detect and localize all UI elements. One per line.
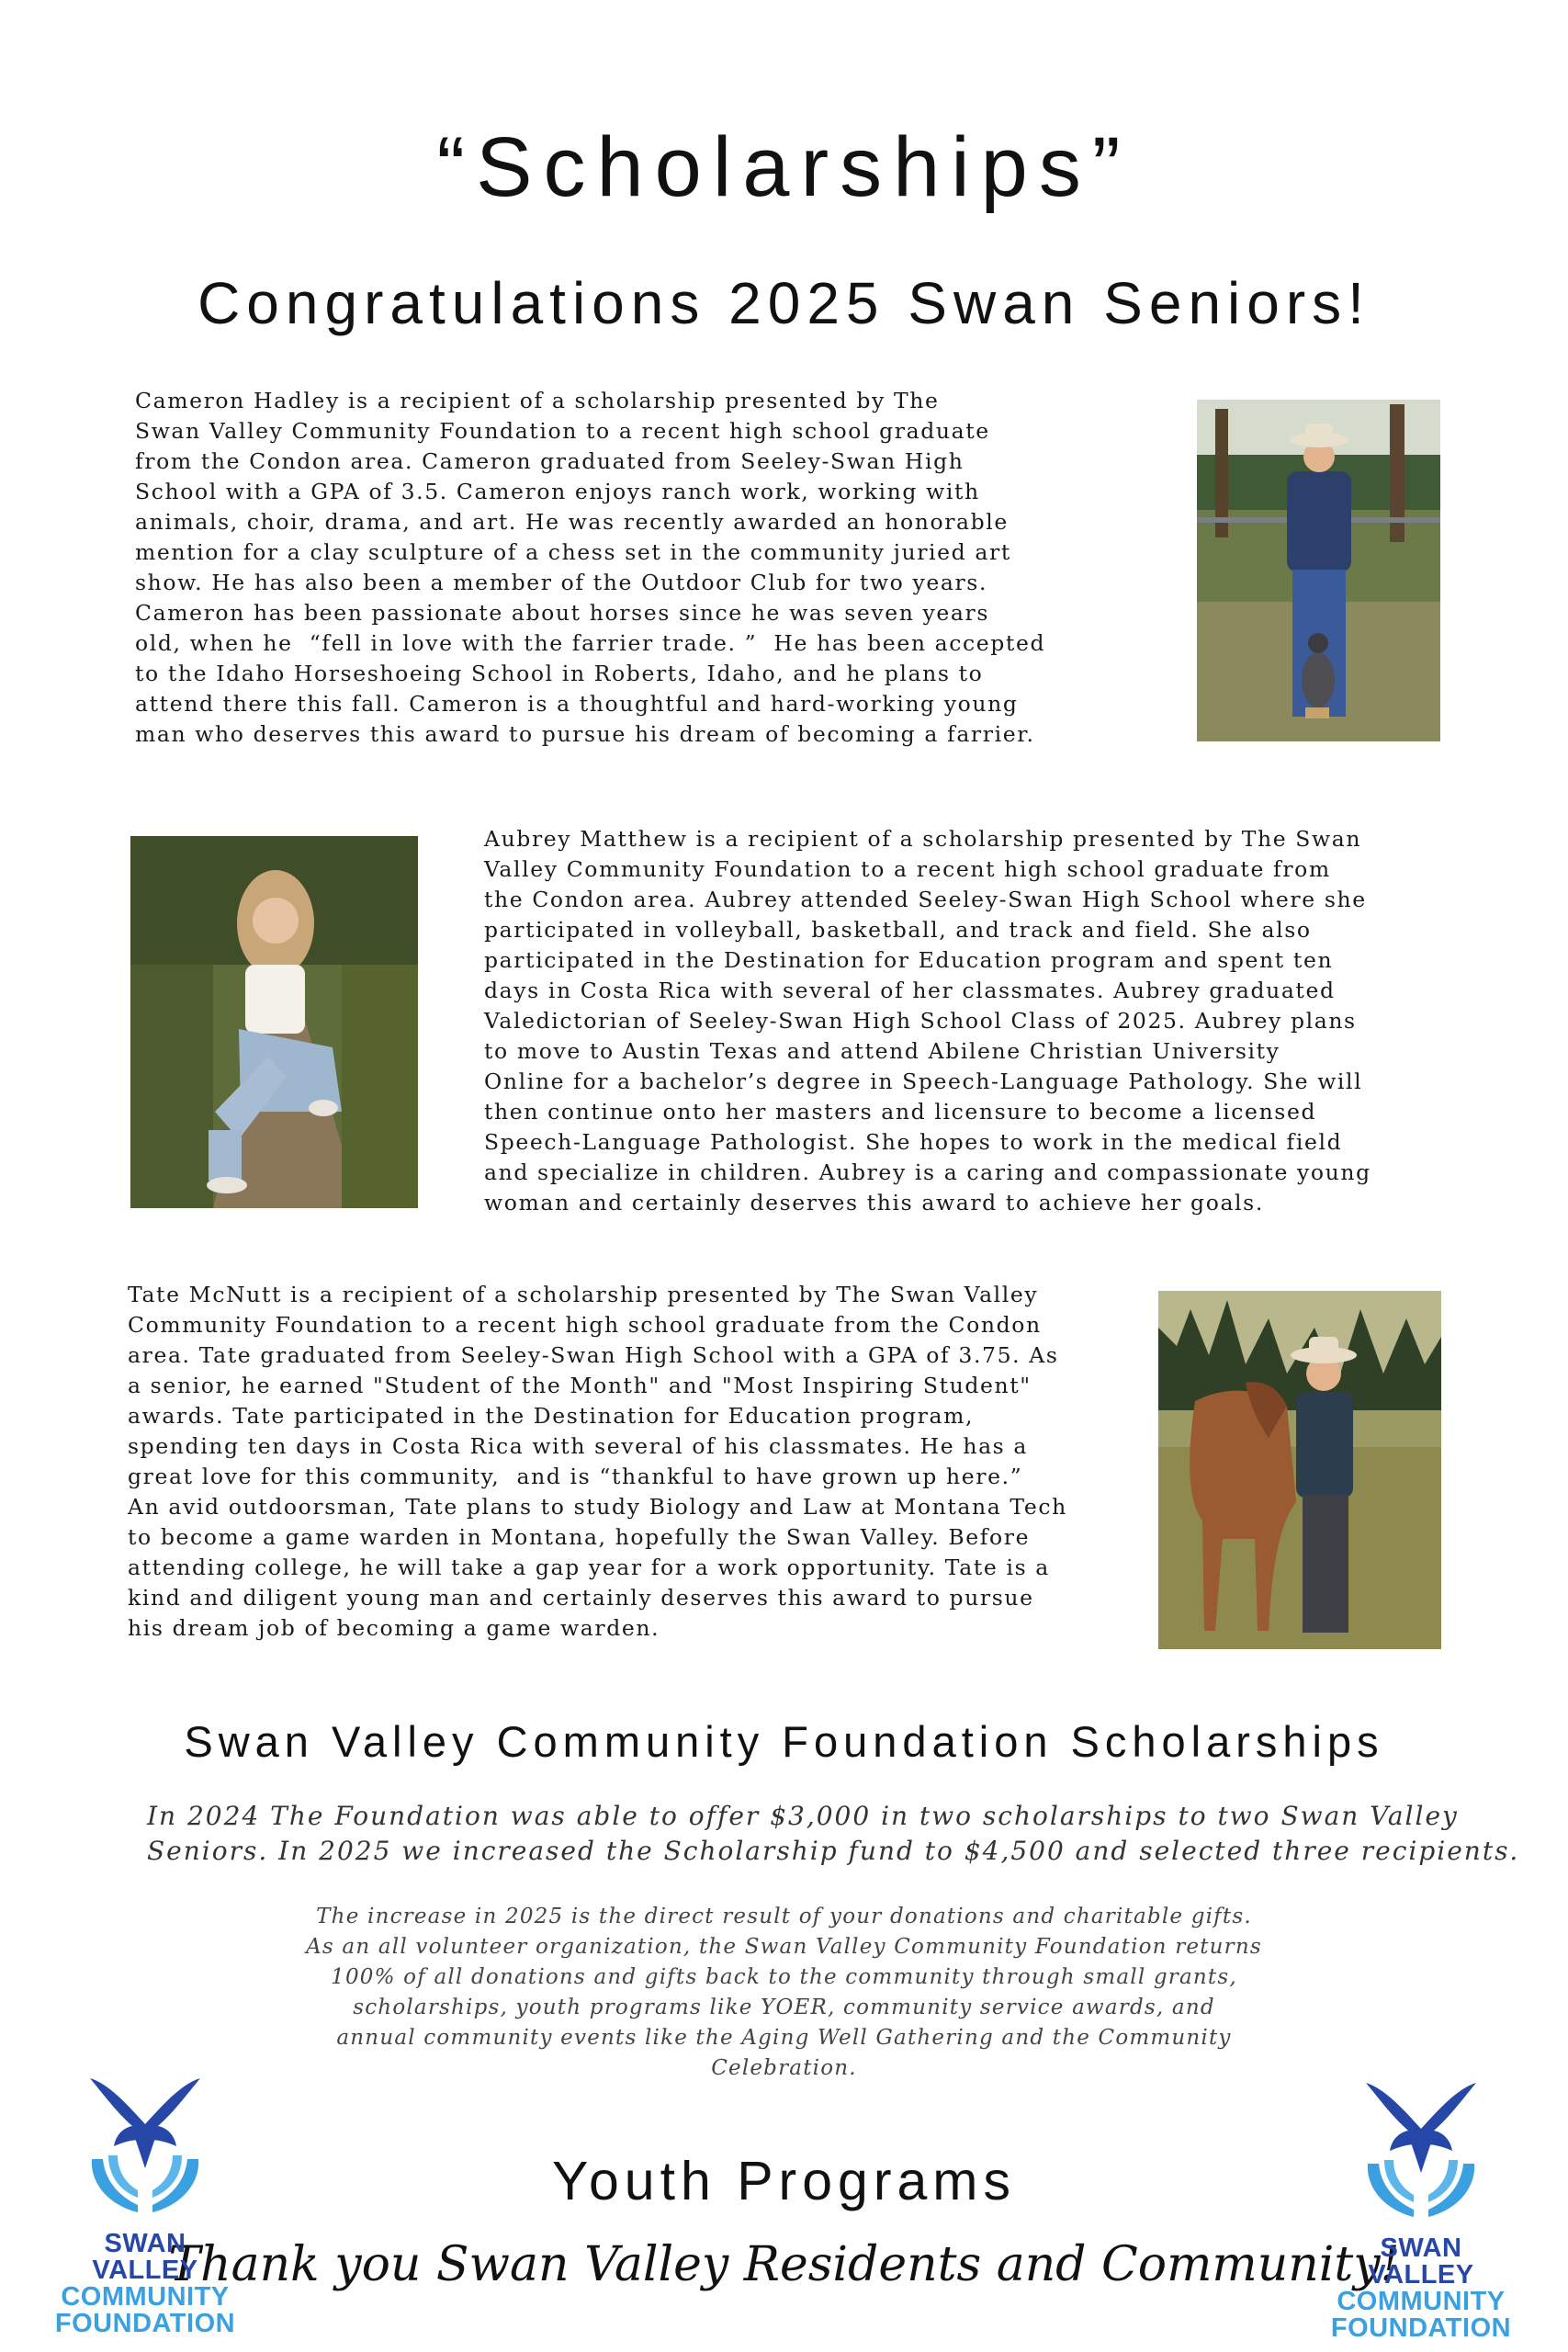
bird-and-hands-icon <box>53 2067 237 2228</box>
recipient-bio-cameron: Cameron Hadley is a recipient of a scholarship presented by The Swan Valley Community Foundation to a recent high school graduate from the Condon area. Cameron graduated from Seeley-Swan High School with a GPA of 3.5. Cameron enjoys ranch work, working with animals, choir, drama, and art. He was recently awarded an honorable mention for a clay sculpture of a chess set in the community juried art show. He has also been a member of the Outdoor Club for two years. Cameron has been passionate about horses since he was seven years old, when he “fell in love with the farrier trade. ” He has been accepted to the Idaho Horseshoeing School in Roberts, Idaho, and he plans to attend there this fall. Cameron is a thoughtful and hard-working young man who deserves this award to pursue his dream of becoming a farrier. <box>135 388 1046 747</box>
page-title: “Scholarships” <box>436 120 1132 214</box>
logo-line-1: SWAN VALLEY <box>1368 2233 1474 2290</box>
foundation-logo-left <box>53 2067 237 2338</box>
bird-and-hands-icon <box>1329 2072 1513 2233</box>
foundation-heading: Swan Valley Community Foundation Scholarships <box>184 1717 1384 1766</box>
recipient-photo-tate <box>1158 1291 1441 1649</box>
page-subtitle: Congratulations 2025 Swan Seniors! <box>197 270 1371 336</box>
logo-line-2: COMMUNITY <box>61 2282 230 2312</box>
recipient-photo-cameron <box>1197 400 1440 741</box>
logo-line-1: SWAN VALLEY <box>92 2229 198 2285</box>
logo-wordmark <box>1329 2235 1513 2342</box>
foundation-logo-right <box>1329 2072 1513 2343</box>
recipient-bio-aubrey: Aubrey Matthew is a recipient of a scholarship presented by The Swan Valley Community Foundation to a recent high school graduate from the Condon area. Aubrey attended Seeley-Swan High School where she participated in volleyball, basketball, and track and field. She also participated in the Destination for Education program and spent ten days in Costa Rica with several of her classmates. Aubrey graduated Valedictorian of Seeley-Swan High School Class of 2025. Aubrey plans to move to Austin Texas and attend Abilene Christian University Online for a bachelor’s degree in Speech-Language Pathology. She will then continue onto her masters and licensure to become a licensed Speech-Language Pathologist. She hopes to work in the medical field and specialize in children. Aubrey is a caring and compassionate young woman and certainly deserves this award to achieve her goals. <box>484 826 1371 1216</box>
recipient-photo-aubrey <box>130 836 418 1208</box>
logo-wordmark <box>53 2231 237 2337</box>
foundation-details: The increase in 2025 is the direct result of your donations and charitable gifts. As an all volunteer organization, the Swan Valley Community Foundation returns 100% of all donations and gifts back to the community through small grants, scholarships, youth programs like YOER, community service awards, and annual community events like the Aging Well Gathering and the Community Celebration. <box>306 1905 1262 2080</box>
logo-line-3: FOUNDATION <box>54 2309 236 2338</box>
youth-programs-heading: Youth Programs <box>552 2151 1016 2211</box>
logo-line-2: COMMUNITY <box>1337 2287 1506 2316</box>
logo-line-3: FOUNDATION <box>1330 2313 1512 2343</box>
foundation-intro: In 2024 The Foundation was able to offer $3,000 in two scholarships to two Swan Valley Seniors. In 2025 we increased the Scholarship fund to $4,500 and selected three recipients. <box>147 1801 1520 1866</box>
recipient-bio-tate: Tate McNutt is a recipient of a scholarship presented by The Swan Valley Community Foundation to a recent high school graduate from the Condon area. Tate graduated from Seeley-Swan High School with a GPA of 3.75. As a senior, he earned "Student of the Month" and "Most Inspiring Student" awards. Tate participated in the Destination for Education program, spending ten days in Costa Rica with several of his classmates. He has a great love for this community, and is “thankful to have grown up here.” An avid outdoorsman, Tate plans to study Biology and Law at Montana Tech to become a game warden in Montana, hopefully the Swan Valley. Before attending college, he will take a gap year for a work opportunity. Tate is a kind and diligent young man and certainly deserves this award to pursue his dream job of becoming a game warden. <box>128 1282 1067 1641</box>
thank-you-message: Thank you Swan Valley Residents and Community! <box>168 2237 1400 2292</box>
